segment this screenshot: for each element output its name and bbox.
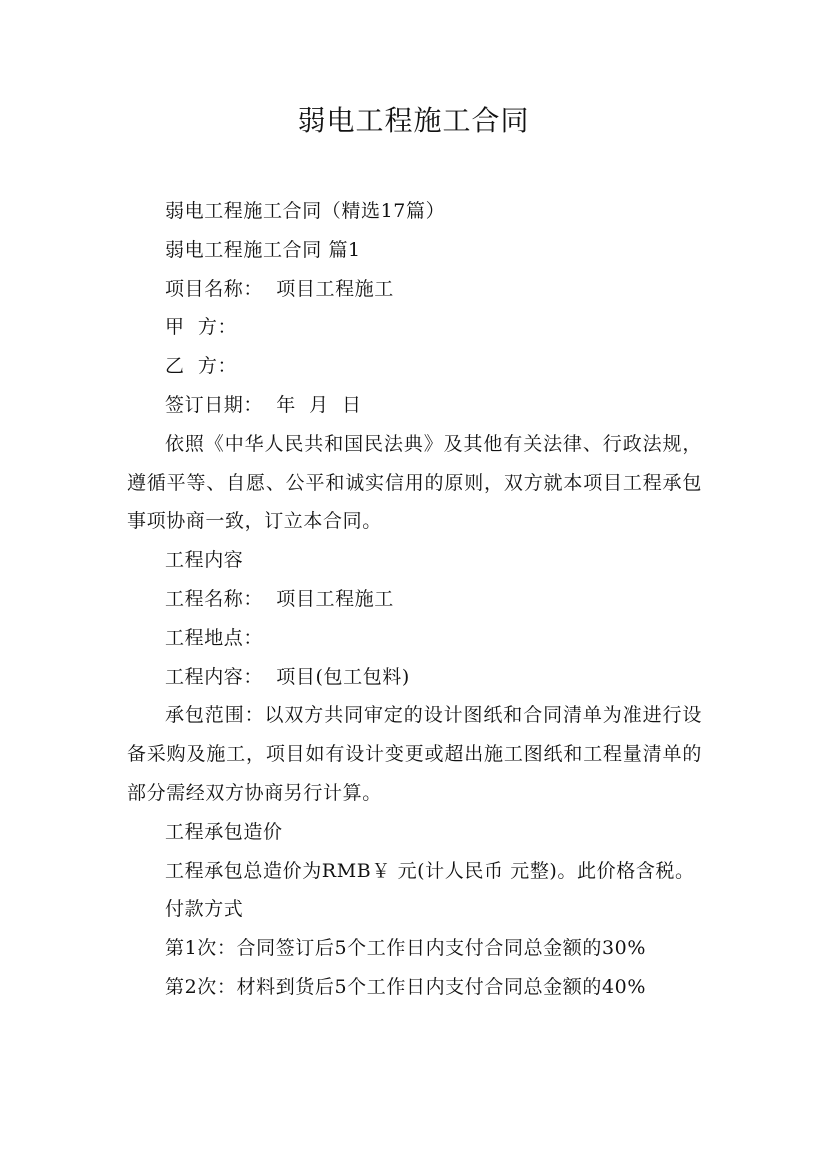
document-body — [127, 192, 702, 1007]
paragraph-preamble: 依照《中华人民共和国民法典》及其他有关法律、行政法规，遵循平等、自愿、公平和诚实信用的原则，双方就本项目工程承包事项协商一致，订立本合同。 — [127, 432, 702, 533]
document-title: 弱电工程施工合同 — [297, 104, 530, 137]
paragraph-work-content: 工程内容： 项目(包工包料) — [165, 665, 410, 688]
paragraph-payment-1: 第1次：合同签订后5个工作日内支付合同总金额的30% — [165, 937, 647, 960]
paragraph-signing-date: 签订日期： 年 月 日 — [165, 393, 362, 416]
paragraph-article-heading: 弱电工程施工合同 篇1 — [165, 238, 361, 261]
paragraph-contract-scope: 承包范围：以双方共同审定的设计图纸和合同清单为准进行设备采购及施工，项目如有设计变更或超出施工图纸和工程量清单的部分需经双方协商另行计算。 — [127, 704, 702, 804]
paragraph-selection-heading: 弱电工程施工合同（精选17篇） — [165, 200, 446, 222]
paragraph-party-a: 甲 方： — [165, 316, 238, 339]
paragraph-section-project-content: 工程内容 — [165, 549, 244, 572]
paragraph-work-name: 工程名称： 项目工程施工 — [165, 587, 394, 610]
paragraph-work-location: 工程地点： — [165, 626, 264, 649]
paragraph-section-payment: 付款方式 — [165, 898, 244, 921]
paragraph-section-contract-price: 工程承包造价 — [165, 820, 283, 843]
paragraph-payment-2: 第2次：材料到货后5个工作日内支付合同总金额的40% — [165, 975, 647, 998]
paragraph-project-name: 项目名称： 项目工程施工 — [165, 277, 394, 300]
paragraph-total-price: 工程承包总造价为RMB￥ 元(计人民币 元整)。此价格含税。 — [165, 859, 695, 882]
paragraph-party-b: 乙 方： — [165, 355, 238, 378]
